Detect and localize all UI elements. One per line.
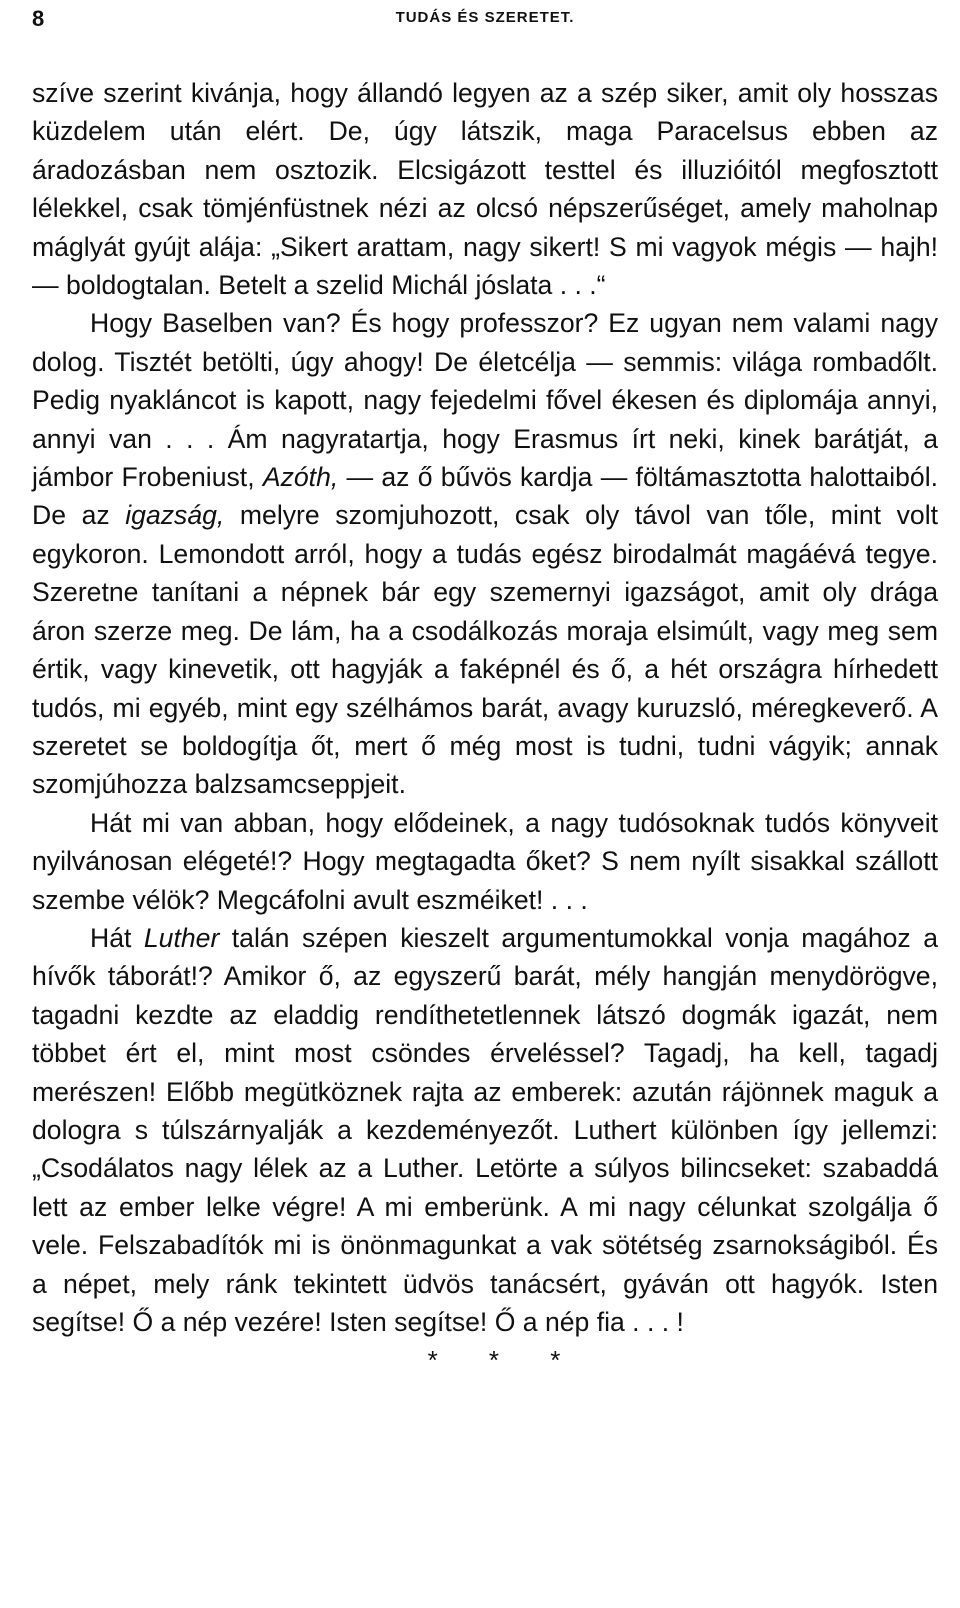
text-run: melyre szomjuhozott, csak oly távol van tőle, mint volt egykoron. Lemondott arról, hogy a tudás egész birodalmát magáévá tegye. Szeretne tanítani a népnek bár egy szemernyi igazságot, amit oly drága áron szerze meg. De lám, ha a csodálkozás moraja elsimúlt, vagy meg sem értik, vagy kinevetik, ott hagyják a faképnél és ő, a hét országra hírhedett tudós, mi egyéb, mint egy szélhámos barát, avagy kuruzsló, méregkeverő. A szeretet se boldogítja őt, mert ő még most is tudni, tudni vágyik; annak szomjúhozza balzsamcseppjeit. xyxy=(32,500,938,800)
italic-text: Azóth, xyxy=(262,462,339,493)
text-run: szíve szerint kivánja, hogy állandó legyen az a szép siker, amit oly hosszas küzdelem után elért. De, úgy látszik, maga Paracelsus ebben az áradozásban nem osztozik. Elcsigázott testtel és illuzióitól megfosztott lélekkel, csak tömjénfüstnek nézi az olcsó népszerűséget, amely maholnap máglyát gyújt alája: „Sikert arattam, nagy sikert! S mi vagyok mégis — hajh! — boldogtalan. Betelt a szelid Michál jóslata . . .“ xyxy=(32,78,938,301)
page-number: 8 xyxy=(32,6,45,31)
paragraph xyxy=(32,804,938,919)
paragraph xyxy=(32,304,938,803)
text-run: Hát mi van abban, hogy elődeinek, a nagy tudósoknak tudós könyveit nyilvánosan elégeté!? Hogy megtagadta őket? S nem nyílt sisakkal szállott szembe vélök? Megcáfolni avult eszméiket! . . . xyxy=(32,807,938,915)
body-text xyxy=(32,74,938,1341)
text-run: Hát xyxy=(90,922,144,953)
paragraph xyxy=(32,74,938,304)
running-head: TUDÁS ÉS SZERETET. xyxy=(395,9,575,26)
text-run: Hogy Baselben van? És hogy professzor? Ez ugyan nem valami nagy dolog. Tisztét betölti, úgy ahogy! De életcélja — semmis: világa rombadőlt. Pedig nyakláncot is kapott, nagy fejedelmi fővel ékesen és diplomája annyi, annyi van . . . Ám nagyratartja, hogy Erasmus írt neki, kinek barátját, a jámbor Frobeniust, xyxy=(32,308,938,493)
text-run: — az ő bűvös kardja — föltámasztotta halottaiból. De az xyxy=(32,462,939,531)
italic-text: igazság, xyxy=(125,500,225,531)
section-separator: * * * xyxy=(427,1345,583,1376)
italic-text: Luther xyxy=(143,922,220,953)
paragraph xyxy=(32,919,938,1341)
text-run: talán szépen kieszelt argumentumokkal vonja magához a hívők táborát!? Amikor ő, az egyszerű barát, mély hangján menydörögve, tagadni kezdte az eladdig rendíthetetlennek látszó dogmák igazát, nem többet ért el, mint most csöndes érveléssel? Tagadj, ha kell, tagadj merészen! Előbb megütköznek rajta az emberek: azután rájönnek maguk a dologra s túlszárnyalják a kezdeményezőt. Luthert különben így jellemzi: „Csodálatos nagy lélek az a Luther. Letörte a súlyos bilincseket: szabaddá lett az ember lelke végre! A mi emberünk. A mi nagy célunkat szolgálja ő vele. Felszabadítók mi is önönmagunkat a vak sötétség zsarnokságiból. És a népet, mely ránk tekintett üdvös tanácsért, gyáván ott hagyók. Isten segítse! Ő a nép vezére! Isten segítse! Ő a nép fia . . . ! xyxy=(32,922,938,1337)
page-header xyxy=(32,0,938,36)
